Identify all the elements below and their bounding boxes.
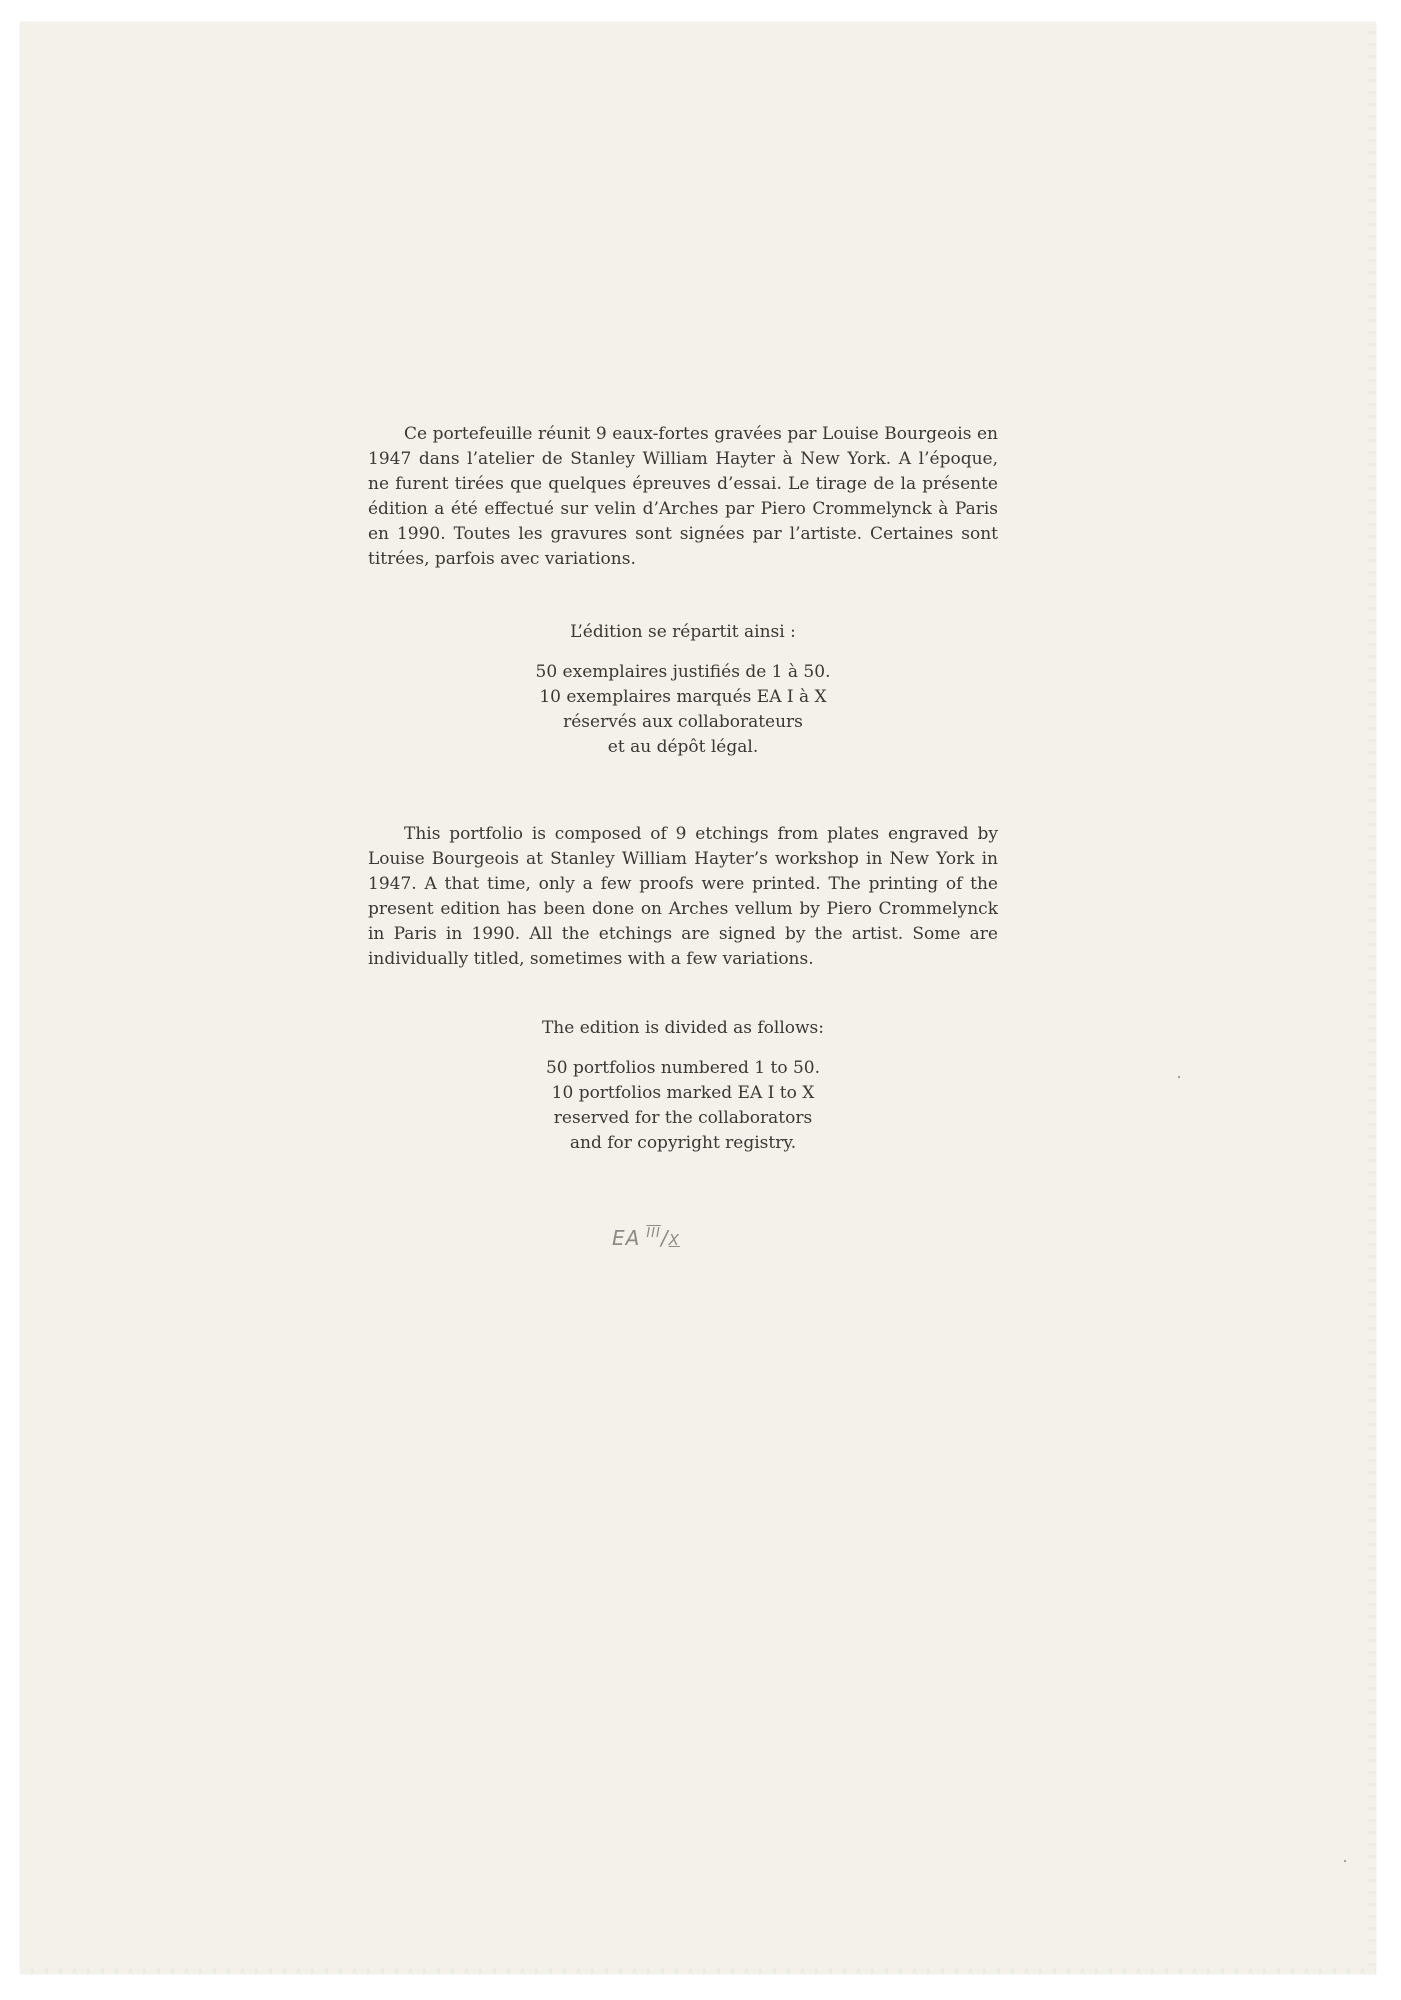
english-paragraph: This portfolio is composed of 9 etchings from plates engraved by Louise Bourgeois at Stanley William Hayter’s workshop in New York in 1947. A that time, only a few proofs were printed. The printing of the present edition has been done on Arches vellum by Piero Crommelynck in Paris in 1990. All the etchings are signed by the artist. Some are individually titled, sometimes with a few variations. bbox=[368, 824, 998, 969]
deckle-edge-right bbox=[1368, 22, 1376, 1974]
english-edition-line-1: 50 portfolios numbered 1 to 50. bbox=[545, 1058, 821, 1078]
english-edition-list bbox=[368, 1056, 998, 1156]
english-edition-line-3: reserved for the collaborators bbox=[553, 1108, 813, 1128]
paper-speck bbox=[1344, 1860, 1346, 1862]
french-edition-line-4: et au dépôt légal. bbox=[607, 737, 759, 757]
paper-sheet bbox=[20, 22, 1376, 1974]
french-edition-line-1: 50 exemplaires justifiés de 1 à 50. bbox=[535, 662, 831, 682]
annotation-separator: / bbox=[660, 1226, 669, 1250]
paper-speck bbox=[1178, 1076, 1180, 1078]
french-edition-list bbox=[368, 660, 998, 760]
french-edition-heading: L’édition se répartit ainsi : bbox=[570, 622, 796, 642]
french-edition-line-2: 10 exemplaires marqués EA I à X bbox=[539, 687, 827, 707]
annotation-prefix: EA bbox=[612, 1226, 641, 1250]
english-edition-line-2: 10 portfolios marked EA I to X bbox=[551, 1083, 815, 1103]
french-edition-line-3: réservés aux collaborateurs bbox=[563, 712, 803, 732]
annotation-denominator: X bbox=[668, 1231, 680, 1249]
english-edition-heading: The edition is divided as follows: bbox=[541, 1018, 825, 1038]
deckle-edge-bottom bbox=[20, 1968, 1376, 1974]
annotation-numerator: III bbox=[646, 1226, 661, 1241]
french-paragraph: Ce portefeuille réunit 9 eaux-fortes gravées par Louise Bourgeois en 1947 dans l’atelier de Stanley William Hayter à New York. A l’époque, ne furent tirées que quelques épreuves d’essai. Le tirage de la présente édition a été effectué sur velin d’Arches par Piero Crommelynck à Paris en 1990. Toutes les gravures sont signées par l’artiste. Certaines sont titrées, parfois avec variations. bbox=[368, 424, 998, 569]
edition-number-annotation bbox=[612, 1226, 680, 1250]
english-edition-line-4: and for copyright registry. bbox=[569, 1133, 797, 1153]
